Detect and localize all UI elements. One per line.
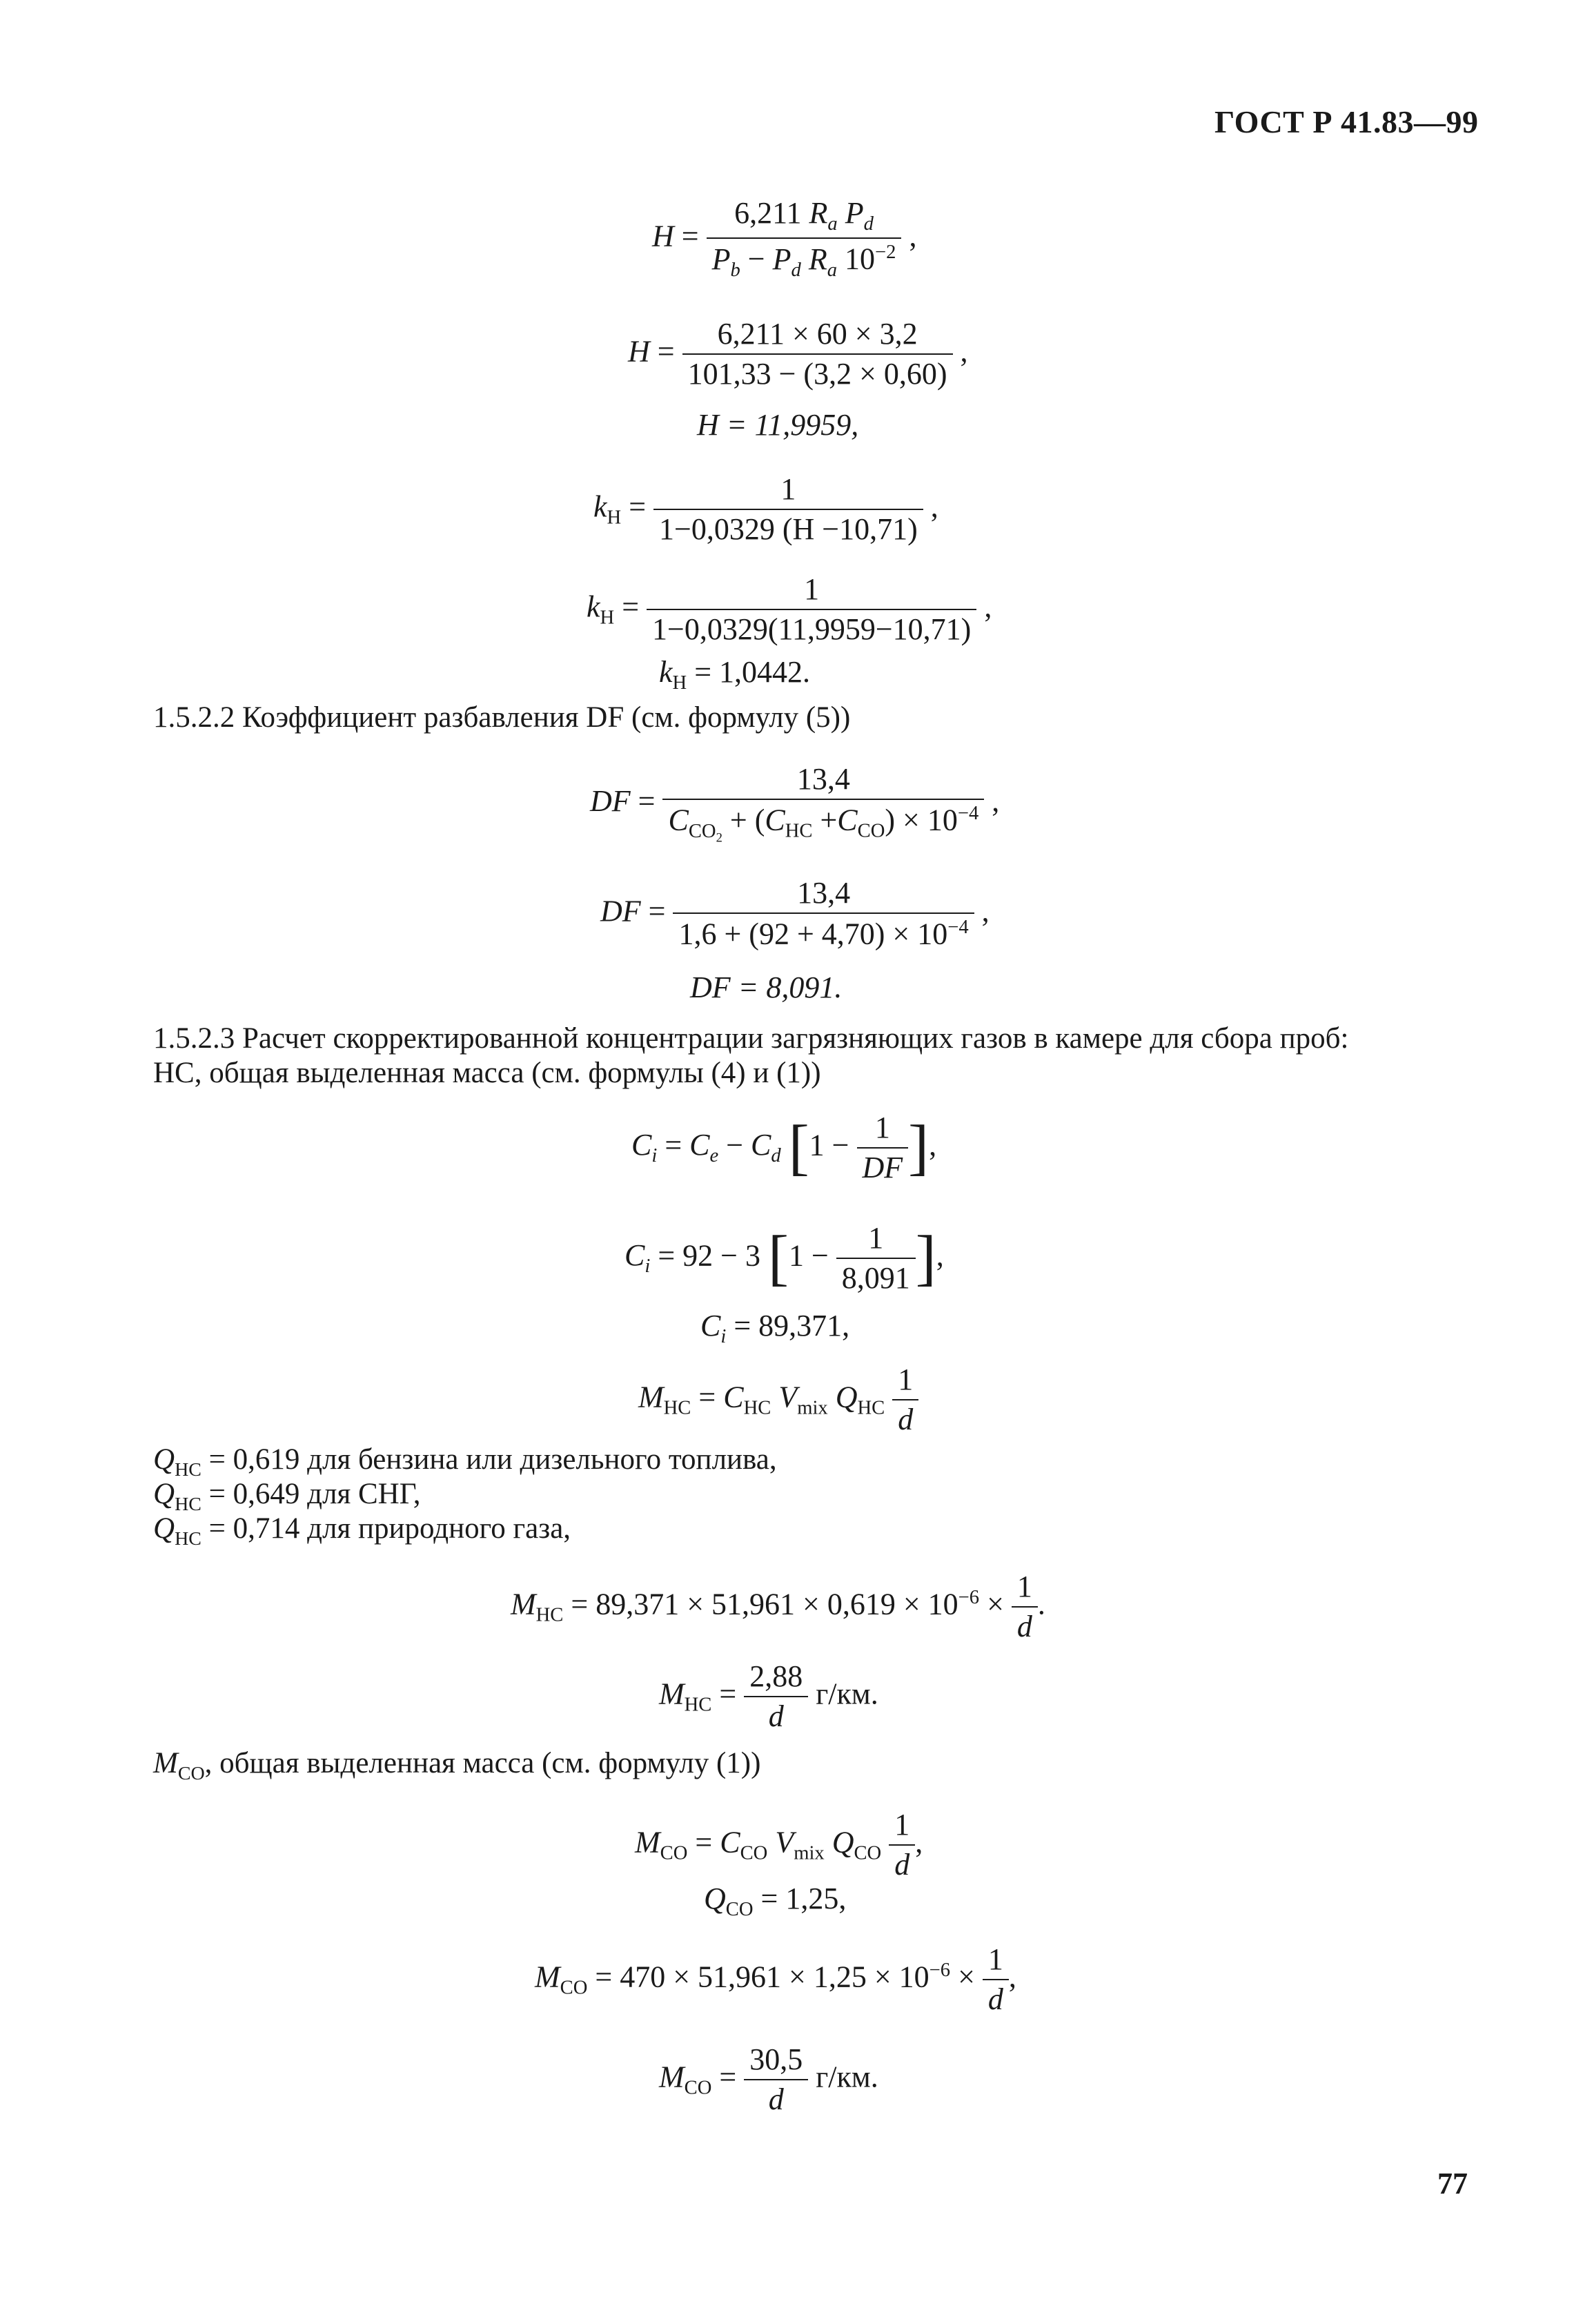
fraction-kh-sub: $\frac{1}{1-0,0329(11,9959-10,71)}$ xyxy=(647,573,976,647)
paragraph-1-5-2-2: 1.5.2.2 Коэффициент разбавления DF (см. формулу (5)) xyxy=(153,701,851,734)
fraction-h-sub: $\frac{6,211 \times 60 \times 3,2}{101,33 - (3,2 \times 0,60)}$ xyxy=(682,318,953,391)
equation-df-substituted: DF = $\frac{13,4}{1,6 + (92 + 4,70) \times 10^{-4}}$ , xyxy=(600,876,990,952)
fraction-mhc-result: $\frac{2,88}{d}$ xyxy=(744,1660,808,1734)
equation-h-substituted: H = $\frac{6,211 \times 60 \times 3,2}{101,33 - (3,2 \times 0,60)}$ , xyxy=(628,317,968,391)
fraction-mco-result: $\frac{30,5}{d}$ xyxy=(744,2043,808,2117)
equation-ci-formula: $C_i = C_e - C_d$ [1 − $\frac{1}{DF}$ ], xyxy=(631,1111,937,1185)
fraction-mhc: $\frac{1}{d}$ xyxy=(892,1363,918,1437)
equation-h-result: H = 11,9959, xyxy=(697,408,859,442)
equation-mhc-substituted: $M_{HC} = 89,371 \times 51,961 \times 0,619 \times 10^{-6}$ × $\frac{1}{d}$ . xyxy=(511,1570,1045,1644)
equation-ci-substituted: $C_i = 92 - 3$ [1 − $\frac{1}{8,091}$ ], xyxy=(624,1221,944,1296)
equation-kh-substituted: $k_H$ = $\frac{1}{1-0,0329(11,9959-10,71)}$ , xyxy=(587,572,992,647)
equation-qco: $Q_{CO} = 1,25$, xyxy=(704,1882,847,1920)
qhc-line-1: $Q_{HC} = 0,619$ для бензина или дизельного топлива, xyxy=(153,1443,777,1481)
paragraph-1-5-2-3-line1: 1.5.2.3 Расчет скорректированной концентрации загрязняющих газов в камере для сбора проб: xyxy=(153,1022,1349,1055)
equation-mco-substituted: $M_{CO} = 470 \times 51,961 \times 1,25 \times 10^{-6}$ × $\frac{1}{d}$ , xyxy=(535,1942,1016,2017)
page-number: 77 xyxy=(1437,2167,1468,2200)
equation-mco-result: $M_{CO}$ = $\frac{30,5}{d}$ г/км. xyxy=(659,2042,878,2117)
equation-h-formula: H = $\frac{6,211 R_a P_d}{P_b - P_d R_a 10^{-2}}$ , xyxy=(652,196,917,282)
fraction-h: $\frac{6,211 R_a P_d}{P_b - P_d R_a 10^{-2}}$ xyxy=(707,197,902,282)
equation-kh-result: $k_H = 1,0442$. xyxy=(659,655,811,694)
fraction-mhc-sub: $\frac{1}{d}$ xyxy=(1012,1570,1038,1644)
equation-mco-formula: $M_{CO} = C_{CO}$ $V_{mix}$ $Q_{CO}$ $\frac{1}{d}$ , xyxy=(635,1808,923,1882)
fraction-df-sub: $\frac{13,4}{1,6 + (92 + 4,70) \times 10^{-4}}$ xyxy=(673,877,974,952)
fraction-kh: $\frac{1}{1-0,0329 (H -10,71)}$ xyxy=(653,473,923,547)
qhc-line-3: $Q_{HC} = 0,714$ для природного газа, xyxy=(153,1512,571,1550)
equation-kh-formula: $k_H$ = $\frac{1}{1-0,0329 (H -10,71)}$ , xyxy=(593,472,938,547)
qhc-line-2: $Q_{HC} = 0,649$ для СНГ, xyxy=(153,1478,421,1515)
fraction-df: $\frac{13,4}{C_{CO_2} + (C_{HC} +C_{CO}) \times 10^{-4}}$ xyxy=(662,763,984,846)
equation-df-formula: DF = $\frac{13,4}{C_{CO_2} + (C_{HC} +C_{CO}) \times 10^{-4}}$ , xyxy=(590,762,1000,846)
fraction-mco: $\frac{1}{d}$ xyxy=(889,1808,915,1882)
equation-mhc-formula: $M_{HC} = C_{HC}$ $V_{mix}$ $Q_{HC}$ $\frac{1}{d}$ xyxy=(638,1363,918,1437)
page-header: ГОСТ Р 41.83—99 xyxy=(1214,104,1479,139)
fraction-ci: $\frac{1}{DF}$ xyxy=(857,1111,909,1185)
equation-mhc-result: $M_{HC}$ = $\frac{2,88}{d}$ г/км. xyxy=(659,1659,878,1734)
fraction-ci-sub: $\frac{1}{8,091}$ xyxy=(836,1222,916,1296)
equation-df-result: DF = 8,091. xyxy=(690,970,843,1004)
paragraph-1-5-2-3-line2: HC, общая выделенная масса (см. формулы (4) и (1)) xyxy=(153,1057,821,1089)
mco-intro: $M_{CO}$, общая выделенная масса (см. формулу (1)) xyxy=(153,1747,761,1784)
equation-ci-result: $C_i = 89,371$, xyxy=(700,1309,850,1347)
fraction-mco-sub: $\frac{1}{d}$ xyxy=(983,1943,1009,2017)
